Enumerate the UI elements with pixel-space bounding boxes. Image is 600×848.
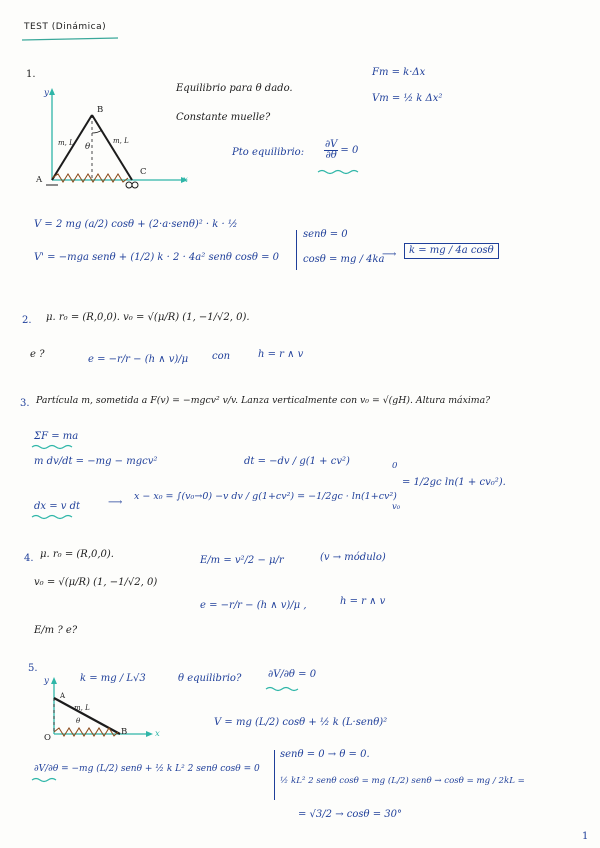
q2-eq: e = −r/r − (h ∧ v)/μ xyxy=(88,354,189,365)
q2-given: μ. r₀ = (R,0,0). v₀ = √(μ/R) (1, −1/√2, 0). xyxy=(46,312,250,323)
page-title: TEST (Dinámica) xyxy=(24,22,107,32)
q3-integral: x − x₀ = ∫(v₀→0) −v dv / g(1+cv²) = −1/2gc · ln(1+cv²) xyxy=(134,491,397,502)
q5-ask: θ equilibrio? xyxy=(178,673,242,684)
q5-sys2: ½ kL² 2 senθ cosθ = mg (L/2) senθ → cosθ = mg / 2kL = xyxy=(280,776,525,786)
q4-given1: μ. r₀ = (R,0,0). xyxy=(40,549,114,560)
q1-vm: Vm = ½ k Δx² xyxy=(372,93,443,104)
q5-fig-x-label: x xyxy=(155,729,160,739)
q1-v-line: V = 2 mg (a/2) cosθ + (2·a·senθ)² · k · ½ xyxy=(34,219,238,230)
q5-fig-angle: θ xyxy=(76,717,81,725)
q5-system-brace xyxy=(274,750,275,800)
q5-sys1: senθ = 0 → θ = 0. xyxy=(280,749,370,760)
q3-dt: dt = −dv / g(1 + cv²) xyxy=(244,456,350,467)
q5-fig-point-o: O xyxy=(44,733,51,743)
q4-ask: E/m ? e? xyxy=(34,625,78,636)
q1-fig-point-a: A xyxy=(36,175,43,185)
q1-cond-num: ∂V xyxy=(325,139,338,150)
q3-newton: ΣF = ma xyxy=(34,431,79,442)
q1-sys2: cosθ = mg / 4ka xyxy=(303,254,385,265)
page-number: 1 xyxy=(582,831,589,842)
q4-energy: E/m = v²/2 − μ/r xyxy=(200,555,284,566)
q1-sys1: senθ = 0 xyxy=(303,229,348,240)
q2-ask: e ? xyxy=(30,349,45,360)
q1-cond-label: Pto equilibrio: xyxy=(232,147,305,158)
q1-result: k = mg / 4a cosθ xyxy=(404,243,499,259)
q4-note: (v → módulo) xyxy=(320,552,386,563)
q5-number: 5. xyxy=(28,663,38,674)
q1-fig-bar2-label: m, L xyxy=(113,137,129,145)
q5-cond: ∂V/∂θ = 0 xyxy=(268,669,317,680)
q2-number: 2. xyxy=(22,315,32,326)
q1-fig-point-b: B xyxy=(97,105,104,115)
q5-fig-bar-label: m, L xyxy=(74,704,90,712)
q1-number: 1. xyxy=(26,69,36,80)
q4-eq: e = −r/r − (h ∧ v)/μ , xyxy=(200,600,307,611)
q1-cond-rhs: = 0 xyxy=(340,145,359,156)
q1-fm: Fm = k·Δx xyxy=(372,67,426,78)
q3-arrow: ⟶ xyxy=(108,497,123,508)
q2-h: h = r ∧ v xyxy=(258,349,304,360)
q5-fig-point-b: B xyxy=(121,727,128,737)
q1-cond-den: ∂θ xyxy=(325,150,337,161)
q4-given2: v₀ = √(μ/R) (1, −1/√2, 0) xyxy=(34,577,158,588)
q1-fig-y-label: y xyxy=(44,88,49,98)
q3-result: = 1/2gc ln(1 + cv₀²). xyxy=(402,477,506,488)
q3-upper-limit: 0 xyxy=(392,461,398,471)
q1-arrow: ⟶ xyxy=(382,249,397,260)
q1-fig-point-c: C xyxy=(140,167,147,177)
q5-k: k = mg / L√3 xyxy=(80,673,146,684)
q1-fig-bar1-label: m, L xyxy=(58,139,74,147)
q5-final: = √3/2 → cosθ = 30° xyxy=(298,809,402,820)
q3-dx-label: dx = v dt xyxy=(34,501,81,512)
q1-vprime-line: V' = −mga senθ + (1/2) k · 2 · 4a² senθ cosθ = 0 xyxy=(34,252,279,263)
q5-fig-point-a: A xyxy=(60,692,66,700)
q1-fig-angle: θ xyxy=(85,142,91,152)
q5-dv-line: ∂V/∂θ = −mg (L/2) senθ + ½ k L² 2 senθ cosθ = 0 xyxy=(34,764,260,774)
q3-lower-limit: v₀ xyxy=(392,502,401,512)
q3-number: 3. xyxy=(20,398,30,409)
q1-fig-x-label: x xyxy=(183,175,188,185)
q3-statement: Partícula m, sometida a F(v) = −mgcv² v/v. Lanza verticalmente con v₀ = √(gH). Altura máxima? xyxy=(36,395,491,406)
q2-con: con xyxy=(212,351,231,362)
q1-prompt-line1: Equilibrio para θ dado. xyxy=(176,83,293,94)
q4-number: 4. xyxy=(24,553,34,564)
q4-h: h = r ∧ v xyxy=(340,596,386,607)
q1-prompt-line2: Constante muelle? xyxy=(176,112,271,123)
q5-fig-y-label: y xyxy=(44,676,49,686)
q3-motion: m dv/dt = −mg − mgcv² xyxy=(34,456,158,467)
q5-v-line: V = mg (L/2) cosθ + ½ k (L·senθ)² xyxy=(214,717,388,728)
